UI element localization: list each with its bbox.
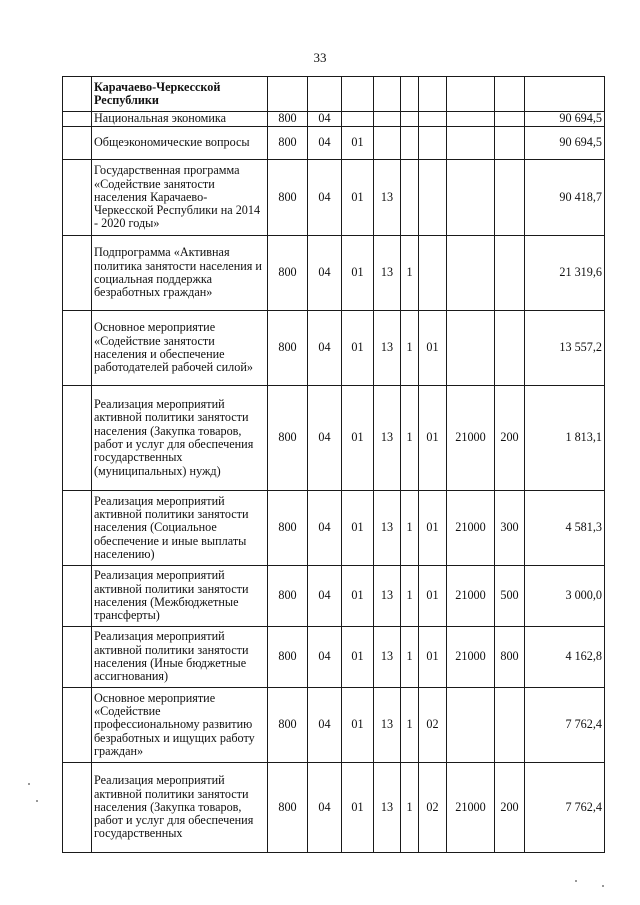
amount: 3 000,0	[525, 566, 605, 627]
code-p1	[374, 127, 401, 160]
budget-table	[62, 76, 605, 853]
code-p1: 13	[374, 236, 401, 311]
amount: 13 557,2	[525, 311, 605, 386]
item-name: Общеэкономические вопросы	[92, 127, 268, 160]
code-cs	[447, 160, 495, 236]
table-row	[63, 311, 605, 386]
code-p2: 1	[401, 627, 419, 688]
code-vr	[495, 311, 525, 386]
code-adm: 800	[268, 491, 308, 566]
code-vr: 500	[495, 566, 525, 627]
code-vr: 300	[495, 491, 525, 566]
table-row	[63, 386, 605, 491]
code-cs	[447, 127, 495, 160]
code-p3: 01	[419, 566, 447, 627]
code-adm: 800	[268, 688, 308, 763]
code-cs	[447, 688, 495, 763]
amount	[525, 77, 605, 112]
code-pr	[342, 112, 374, 127]
amount: 7 762,4	[525, 688, 605, 763]
code-adm: 800	[268, 160, 308, 236]
code-vr: 200	[495, 763, 525, 853]
item-name: Карачаево-Черкесской Республики	[92, 77, 268, 112]
item-name: Подпрограмма «Активная политика занятости населения и социальная поддержка безработных граждан»	[92, 236, 268, 311]
amount: 90 694,5	[525, 112, 605, 127]
code-p3	[419, 112, 447, 127]
code-rz: 04	[308, 236, 342, 311]
code-pr	[342, 77, 374, 112]
code-vr: 800	[495, 627, 525, 688]
table-row	[63, 763, 605, 853]
blank-cell	[63, 77, 92, 112]
code-pr: 01	[342, 627, 374, 688]
code-cs: 21000	[447, 627, 495, 688]
blank-cell	[63, 127, 92, 160]
code-rz: 04	[308, 160, 342, 236]
code-p2	[401, 160, 419, 236]
code-p2: 1	[401, 236, 419, 311]
item-name: Национальная экономика	[92, 112, 268, 127]
table-row	[63, 160, 605, 236]
table-row	[63, 127, 605, 160]
table-row	[63, 566, 605, 627]
code-adm: 800	[268, 112, 308, 127]
blank-cell	[63, 491, 92, 566]
code-rz: 04	[308, 627, 342, 688]
code-adm: 800	[268, 763, 308, 853]
code-adm: 800	[268, 566, 308, 627]
blank-cell	[63, 160, 92, 236]
code-vr: 200	[495, 386, 525, 491]
code-adm: 800	[268, 311, 308, 386]
code-p2: 1	[401, 763, 419, 853]
code-rz: 04	[308, 688, 342, 763]
code-adm: 800	[268, 127, 308, 160]
code-adm: 800	[268, 236, 308, 311]
code-rz: 04	[308, 127, 342, 160]
code-pr: 01	[342, 127, 374, 160]
code-cs: 21000	[447, 491, 495, 566]
blank-cell	[63, 112, 92, 127]
code-p3: 01	[419, 627, 447, 688]
code-pr: 01	[342, 491, 374, 566]
item-name: Реализация мероприятий активной политики занятости населения (Социальное обеспечение и иные выплаты населению)	[92, 491, 268, 566]
code-p1	[374, 112, 401, 127]
code-pr: 01	[342, 236, 374, 311]
code-p2: 1	[401, 311, 419, 386]
code-p3: 01	[419, 311, 447, 386]
amount: 90 694,5	[525, 127, 605, 160]
code-cs	[447, 77, 495, 112]
code-p3	[419, 127, 447, 160]
blank-cell	[63, 386, 92, 491]
item-name: Реализация мероприятий активной политики занятости населения (Закупка товаров, работ и услуг для обеспечения государственных (муниципальных) нужд)	[92, 386, 268, 491]
code-cs: 21000	[447, 566, 495, 627]
amount: 21 319,6	[525, 236, 605, 311]
code-pr: 01	[342, 688, 374, 763]
code-p3	[419, 236, 447, 311]
code-cs: 21000	[447, 763, 495, 853]
amount: 7 762,4	[525, 763, 605, 853]
code-p2: 1	[401, 688, 419, 763]
table-row	[63, 77, 605, 112]
code-p3: 01	[419, 386, 447, 491]
code-rz: 04	[308, 112, 342, 127]
code-p1: 13	[374, 763, 401, 853]
code-vr	[495, 112, 525, 127]
code-p3	[419, 77, 447, 112]
item-name: Реализация мероприятий активной политики занятости населения (Межбюджетные трансферты)	[92, 566, 268, 627]
amount: 4 162,8	[525, 627, 605, 688]
code-rz: 04	[308, 566, 342, 627]
code-vr	[495, 688, 525, 763]
code-p1: 13	[374, 311, 401, 386]
code-rz	[308, 77, 342, 112]
code-p3: 01	[419, 491, 447, 566]
code-pr: 01	[342, 160, 374, 236]
code-p1: 13	[374, 491, 401, 566]
code-p1: 13	[374, 627, 401, 688]
table-body	[63, 77, 605, 853]
blank-cell	[63, 763, 92, 853]
code-pr: 01	[342, 311, 374, 386]
code-p2	[401, 127, 419, 160]
code-cs	[447, 112, 495, 127]
item-name: Основное мероприятие «Содействие профессиональному развитию безработных и ищущих работу граждан»	[92, 688, 268, 763]
code-rz: 04	[308, 491, 342, 566]
code-p1: 13	[374, 688, 401, 763]
code-vr	[495, 160, 525, 236]
amount: 4 581,3	[525, 491, 605, 566]
code-cs	[447, 311, 495, 386]
code-pr: 01	[342, 386, 374, 491]
code-p3	[419, 160, 447, 236]
page-number: 33	[313, 50, 327, 65]
blank-cell	[63, 688, 92, 763]
scan-speck	[602, 885, 604, 887]
code-p2	[401, 112, 419, 127]
code-p2: 1	[401, 386, 419, 491]
code-p2: 1	[401, 491, 419, 566]
code-cs	[447, 236, 495, 311]
code-rz: 04	[308, 763, 342, 853]
code-adm: 800	[268, 386, 308, 491]
code-adm: 800	[268, 627, 308, 688]
item-name: Реализация мероприятий активной политики занятости населения (Закупка товаров, работ и услуг для обеспечения государственных	[92, 763, 268, 853]
code-pr: 01	[342, 763, 374, 853]
table-row	[63, 112, 605, 127]
blank-cell	[63, 311, 92, 386]
code-p3: 02	[419, 763, 447, 853]
item-name: Основное мероприятие «Содействие занятости населения и обеспечение работодателей рабочей силой»	[92, 311, 268, 386]
code-p2	[401, 77, 419, 112]
blank-cell	[63, 566, 92, 627]
code-p2: 1	[401, 566, 419, 627]
code-rz: 04	[308, 311, 342, 386]
code-pr: 01	[342, 566, 374, 627]
code-rz: 04	[308, 386, 342, 491]
scan-speck	[575, 880, 577, 882]
table-row	[63, 688, 605, 763]
amount: 90 418,7	[525, 160, 605, 236]
code-adm	[268, 77, 308, 112]
code-p1	[374, 77, 401, 112]
table-row	[63, 491, 605, 566]
code-p3: 02	[419, 688, 447, 763]
table-row	[63, 236, 605, 311]
scan-speck	[28, 783, 30, 785]
code-vr	[495, 77, 525, 112]
code-p1: 13	[374, 386, 401, 491]
item-name: Государственная программа «Содействие занятости населения Карачаево-Черкесской Республики на 2014 - 2020 годы»	[92, 160, 268, 236]
item-name: Реализация мероприятий активной политики занятости населения (Иные бюджетные ассигнования)	[92, 627, 268, 688]
code-vr	[495, 236, 525, 311]
code-p1: 13	[374, 566, 401, 627]
code-cs: 21000	[447, 386, 495, 491]
blank-cell	[63, 236, 92, 311]
code-vr	[495, 127, 525, 160]
scan-speck	[36, 800, 38, 802]
table-row	[63, 627, 605, 688]
amount: 1 813,1	[525, 386, 605, 491]
code-p1: 13	[374, 160, 401, 236]
blank-cell	[63, 627, 92, 688]
